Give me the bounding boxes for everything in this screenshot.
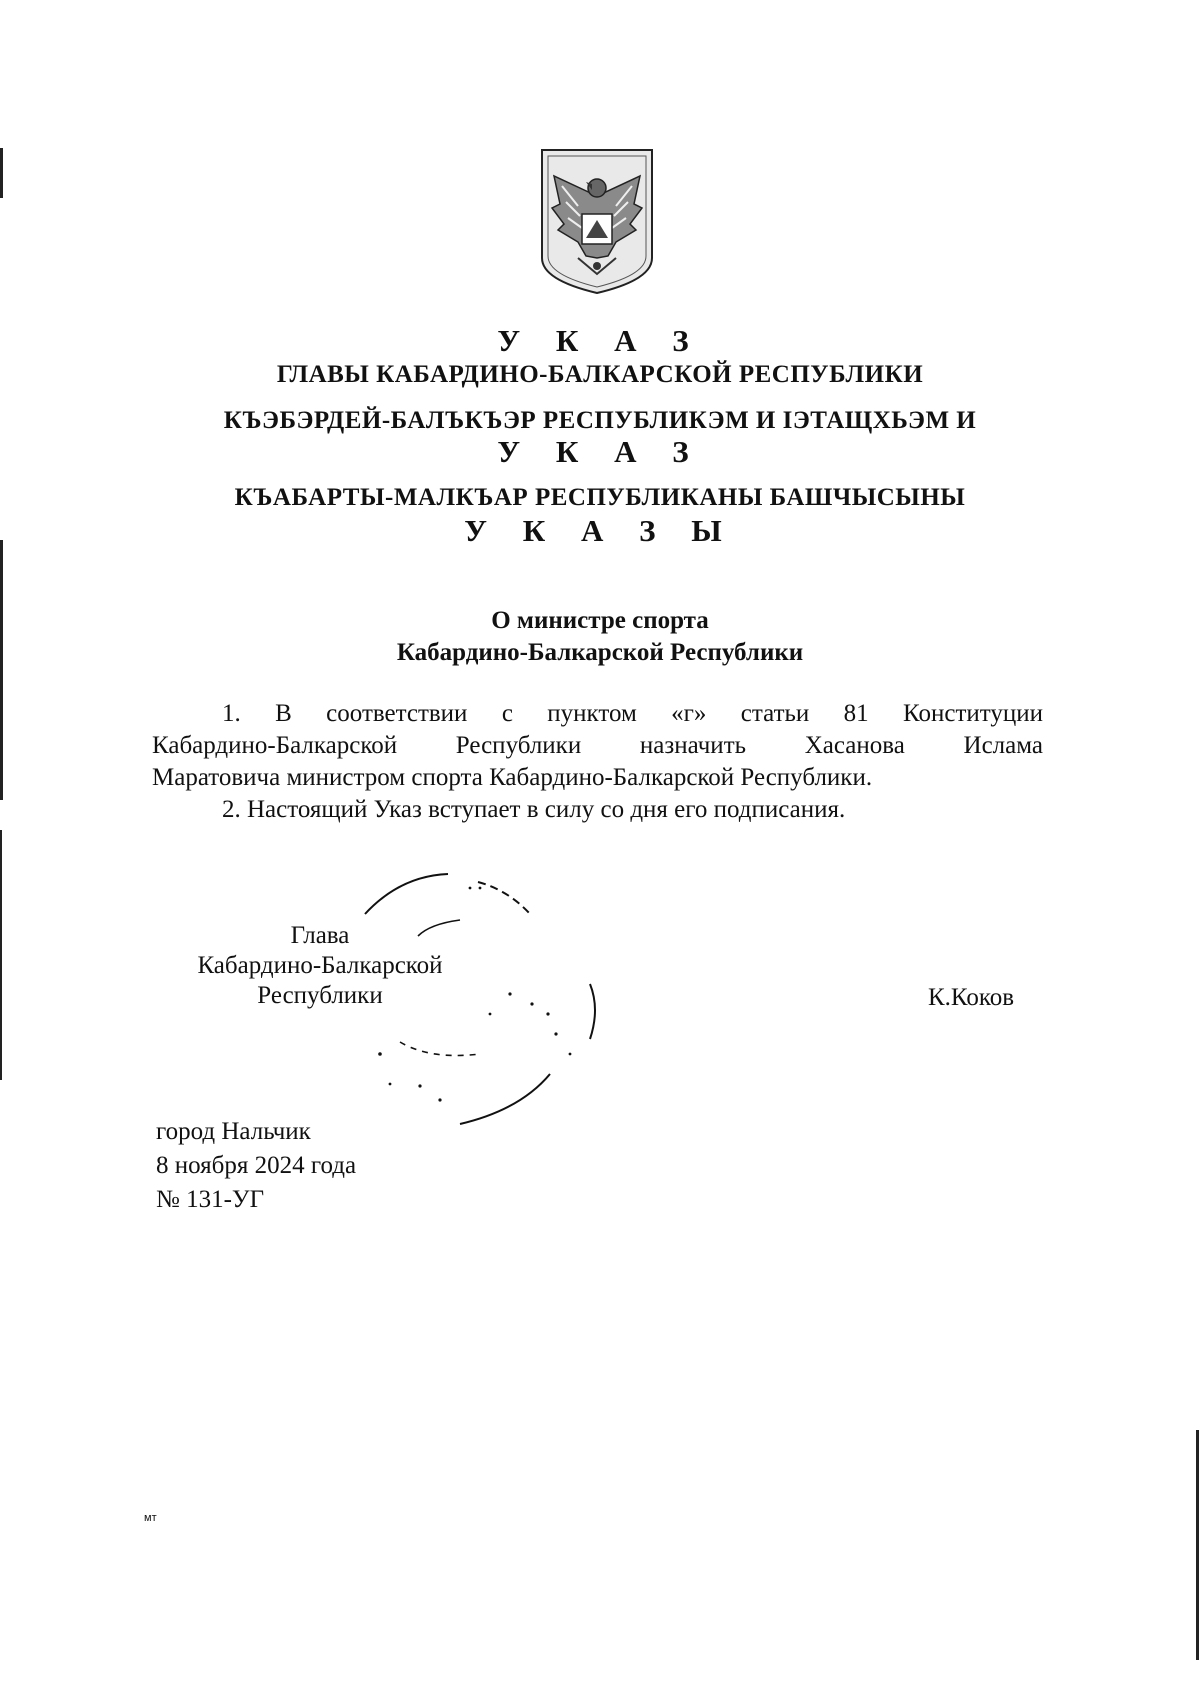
decree-city: город Нальчик [156,1118,311,1145]
coat-of-arms-emblem [538,146,656,296]
issuer-line-balkar: КЪАБАРТЫ-МАЛКЪАР РЕСПУБЛИКАНЫ БАШЧЫСЫНЫ [234,484,966,511]
executor-mark: мт [144,1512,157,1524]
signatory-role-line3: Республики [257,982,383,1009]
scan-edge-mark [0,540,3,800]
scan-edge-mark [1196,1430,1199,1660]
ukaz-heading-russian: У К А З [497,323,703,358]
place-date-block [156,1115,356,1217]
body-p1-line3: Маратовича министром спорта Кабардино-Балкарской Республики. [152,764,873,791]
ukaz-heading-balkar: У К А З Ы [464,513,736,548]
scan-edge-mark [0,148,3,198]
body-p1-line1: 1. В соответствии с пунктом «г» статьи 81 Конституции [222,700,1043,727]
signatory-role-line2: Кабардино-Балкарской [197,952,443,979]
signatory-name: К.Коков [928,984,1015,1011]
signatory-role-line1: Глава [290,922,350,949]
issuer-line-russian: ГЛАВЫ КАБАРДИНО-БАЛКАРСКОЙ РЕСПУБЛИКИ [276,361,924,388]
decree-title-line1: О министре спорта [491,607,709,634]
body-p2: 2. Настоящий Указ вступает в силу со дня его подписания. [222,796,846,823]
issuer-line-kabardian: КЪЭБЭРДЕЙ-БАЛЪКЪЭР РЕСПУБЛИКЭМ И ӀЭТАЩХЬЭМ И [223,407,977,434]
scan-edge-mark [0,830,2,1080]
ukaz-heading-kabardian: У К А З [497,434,703,469]
decree-date: 8 ноября 2024 года [156,1152,357,1179]
body-p1-line2: Кабардино-Балкарской Республики назначить Хасанова Ислама [152,732,1043,759]
decree-number: № 131-УГ [156,1186,265,1213]
decree-title-line2: Кабардино-Балкарской Республики [396,639,804,666]
